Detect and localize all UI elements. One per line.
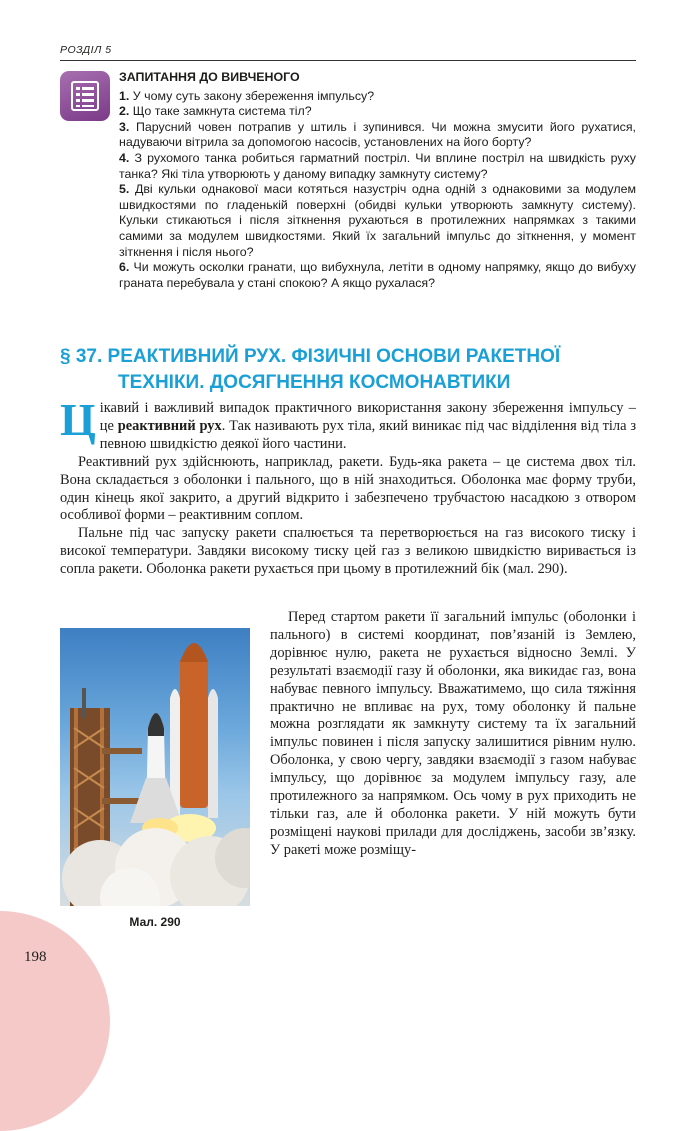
question-item: 4. З рухомого танка робиться гарматний постріл. Чи вплине постріл на швидкість руху танка? Які тіла утворюють у даному випадку замкнуту систему? bbox=[119, 150, 636, 181]
paragraph-1a: ікавий і важливий випадок практичного використання закону збереження імпульсу – це bbox=[99, 400, 636, 434]
question-item: 5. Дві кульки однакової маси котяться назустріч одна одній з однаковими за модулем швидкостями по гладенькій поверхні (обидві кульки утворюють замкнуту систему). Кульки стикаються і після зіткнення рухаються в протилежних напрямках з такими самими за модулем швидкостями. Який їх загальний імпульс до зіткнення, у момент зіткнення і після нього? bbox=[119, 182, 636, 259]
paragraph-2: Реактивний рух здійснюють, наприклад, ракети. Будь-яка ракета – це система двох тіл. Вона складається з оболонки і пального, що в ній знаходиться. Оболонка має форму труби, один кінець якої закрито, а другий відкрито і забезпечено трубчастою насадкою з отвором особливої форми – реактивним соплом. bbox=[60, 453, 636, 524]
section-heading-line1: § 37. РЕАКТИВНИЙ РУХ. ФІЗИЧНІ ОСНОВИ РАКЕТНОЇ bbox=[60, 346, 561, 367]
header-rule bbox=[60, 60, 636, 61]
rocket-launch-photo bbox=[60, 628, 250, 906]
drop-cap: Ц bbox=[60, 394, 96, 445]
page-number: 198 bbox=[24, 949, 47, 965]
paragraph-1b: . Так називають рух тіла, який виникає під час відділення від тіла з певною швидкістю деякої його частини. bbox=[99, 417, 637, 452]
section-heading-line2: ТЕХНІКИ. ДОСЯГНЕННЯ КОСМОНАВТИКИ bbox=[118, 372, 511, 393]
questions-title: ЗАПИТАННЯ ДО ВИВЧЕНОГО bbox=[119, 70, 300, 84]
questions-block bbox=[119, 70, 636, 291]
paragraph-3: Пальне під час запуску ракети спалюється та перетворюється на газ високого тиску і високої температури. Завдяки високому тиску цей газ з великою швидкістю виривається із сопла ракети. Оболонка ракети рухається при цьому в протилежний бік (мал. 290). bbox=[60, 525, 636, 578]
main-text-top bbox=[60, 394, 637, 579]
section-label: РОЗДІЛ 5 bbox=[60, 44, 112, 56]
section-heading bbox=[60, 344, 640, 396]
main-text-right bbox=[270, 609, 636, 860]
term-reactive-motion: реактивний рух bbox=[117, 417, 222, 434]
question-item: 6. Чи можуть осколки гранати, що вибухнула, летіти в одному напрямку, якщо до вибуху граната перебувала у стані спокою? А якщо рухалася? bbox=[119, 260, 636, 290]
page-corner-decoration bbox=[0, 911, 110, 1131]
figure-caption: Мал. 290 bbox=[129, 915, 181, 929]
question-item: 1. У чому суть закону збереження імпульсу? bbox=[119, 88, 375, 103]
list-icon bbox=[60, 71, 110, 121]
question-item: 3. Парусний човен потрапив у штиль і зупинився. Чи можна змусити його рухатися, надуваючи вітрила за допомогою насосів, установлених на його борту? bbox=[119, 119, 636, 150]
questions-list bbox=[119, 89, 636, 292]
question-item: 2. Що таке замкнута система тіл? bbox=[119, 104, 312, 119]
paragraph-4: Перед стартом ракети її загальний імпульс (оболонки і пального) в системі координат, пов’язаній із Землею, дорівнює нулю, ракета не рухається відносно Землі. У результаті взаємодії газу й оболонки, яка викидає газ, вона набуває певного імпульсу. Вважатимемо, що сила тяжіння практично не впливає на рух, тому оболонку й пальне можна розглядати як замкнуту систему та їх загальний імпульс повинен і після запуску залишитися рівним нулю. Оболонка, у свою чергу, завдяки взаємодії з газом набуває імпульсу, що дорівнює за модулем імпульсу газу, але протилежного за напрямком. Ось чому в рух приходить не тільки газ, але й оболонка ракети. У ній можуть бути розміщені наукові прилади для досліджень, засоби зв’язку. У ракеті може розміщу- bbox=[270, 609, 636, 858]
